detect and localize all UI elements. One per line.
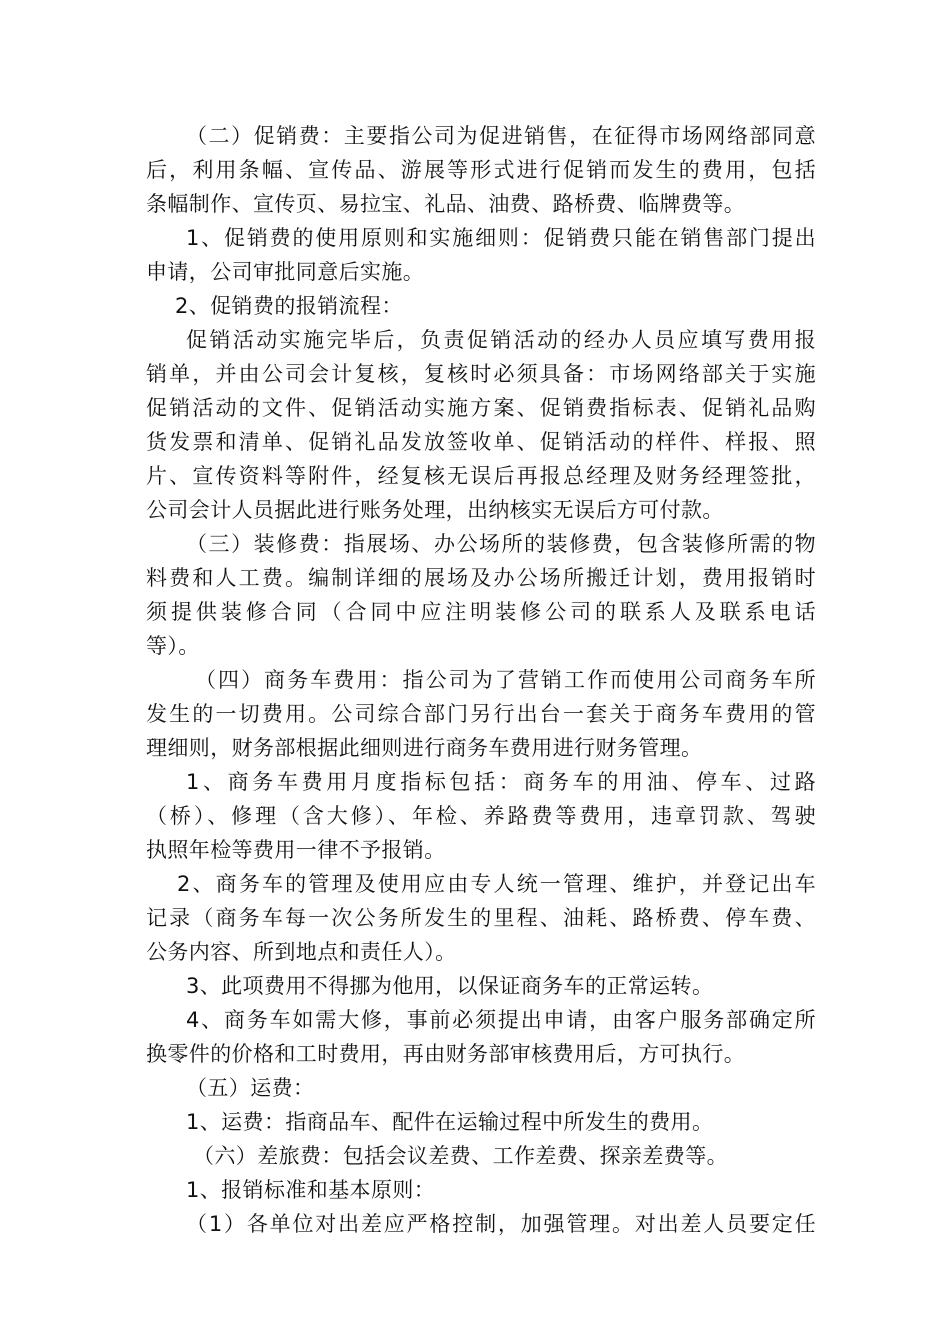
text-line: （六）差旅费：包括会议差费、工作差费、探亲差费等。 [193, 1144, 728, 1168]
text-line: 须提供装修合同（合同中应注明装修公司的联系人及联系电话 [146, 600, 816, 624]
text-line: 公务内容、所到地点和责任人）。 [146, 940, 457, 964]
text-line: 1、报销标准和基本原则： [186, 1178, 436, 1202]
text-line: 促销活动实施完毕后，负责促销活动的经办人员应填写费用报 [186, 328, 816, 352]
text-line: 换零件的价格和工时费用，再由财务部审核费用后，方可执行。 [146, 1042, 746, 1066]
text-line: 3、此项费用不得挪为他用，以保证商务车的正常运转。 [186, 974, 714, 998]
text-line: （四）商务车费用：指公司为了营销工作而使用公司商务车所 [195, 668, 816, 692]
text-line: 理细则，财务部根据此细则进行商务车费用进行财务管理。 [146, 736, 703, 760]
text-line: 片、宣传资料等附件，经复核无误后再报总经理及财务经理签批， [146, 464, 816, 488]
text-line: 执照年检等费用一律不予报销。 [146, 838, 446, 862]
text-line: 发生的一切费用。公司综合部门另行出台一套关于商务车费用的管 [146, 702, 816, 726]
text-line: 销单，并由公司会计复核，复核时必须具备：市场网络部关于实施 [146, 362, 816, 386]
text-line: 公司会计人员据此进行账务处理，出纳核实无误后方可付款。 [146, 498, 724, 522]
text-line: （三）装修费：指展场、办公场所的装修费，包含装修所需的物 [186, 532, 816, 556]
text-line: 等）。 [146, 634, 200, 658]
text-line: 货发票和清单、促销礼品发放签收单、促销活动的样件、样报、照 [146, 430, 816, 454]
text-line: 促销活动的文件、促销活动实施方案、促销费指标表、促销礼品购 [146, 396, 816, 420]
text-line: 4、商务车如需大修，事前必须提出申请，由客户服务部确定所 [186, 1008, 816, 1032]
text-line: 条幅制作、宣传页、易拉宝、礼品、油费、路桥费、临牌费等。 [146, 192, 746, 216]
text-line: 申请，公司审批同意后实施。 [146, 260, 425, 284]
text-line: 1、促销费的使用原则和实施细则：促销费只能在销售部门提出 [186, 226, 816, 250]
text-line: （桥）、修理（含大修）、年检、养路费等费用，违章罚款、驾驶 [146, 804, 816, 828]
text-line: 2、商务车的管理及使用应由专人统一管理、维护，并登记出车 [177, 872, 816, 896]
text-line: （二）促销费：主要指公司为促进销售，在征得市场网络部同意 [186, 124, 816, 148]
text-line: 料费和人工费。编制详细的展场及办公场所搬迁计划，费用报销时 [146, 566, 816, 590]
text-line: （五）运费： [186, 1076, 315, 1100]
text-line: 2、促销费的报销流程： [175, 294, 403, 318]
text-line: 1、运费：指商品车、配件在运输过程中所发生的费用。 [186, 1110, 714, 1134]
text-line: （1）各单位对出差应严格控制，加强管理。对出差人员要定任 [186, 1212, 816, 1236]
text-line: 记录（商务车每一次公务所发生的里程、油耗、路桥费、停车费、 [146, 906, 816, 930]
text-line: 1、商务车费用月度指标包括：商务车的用油、停车、过路 [186, 770, 816, 794]
text-line: 后，利用条幅、宣传品、游展等形式进行促销而发生的费用，包括 [146, 158, 816, 182]
